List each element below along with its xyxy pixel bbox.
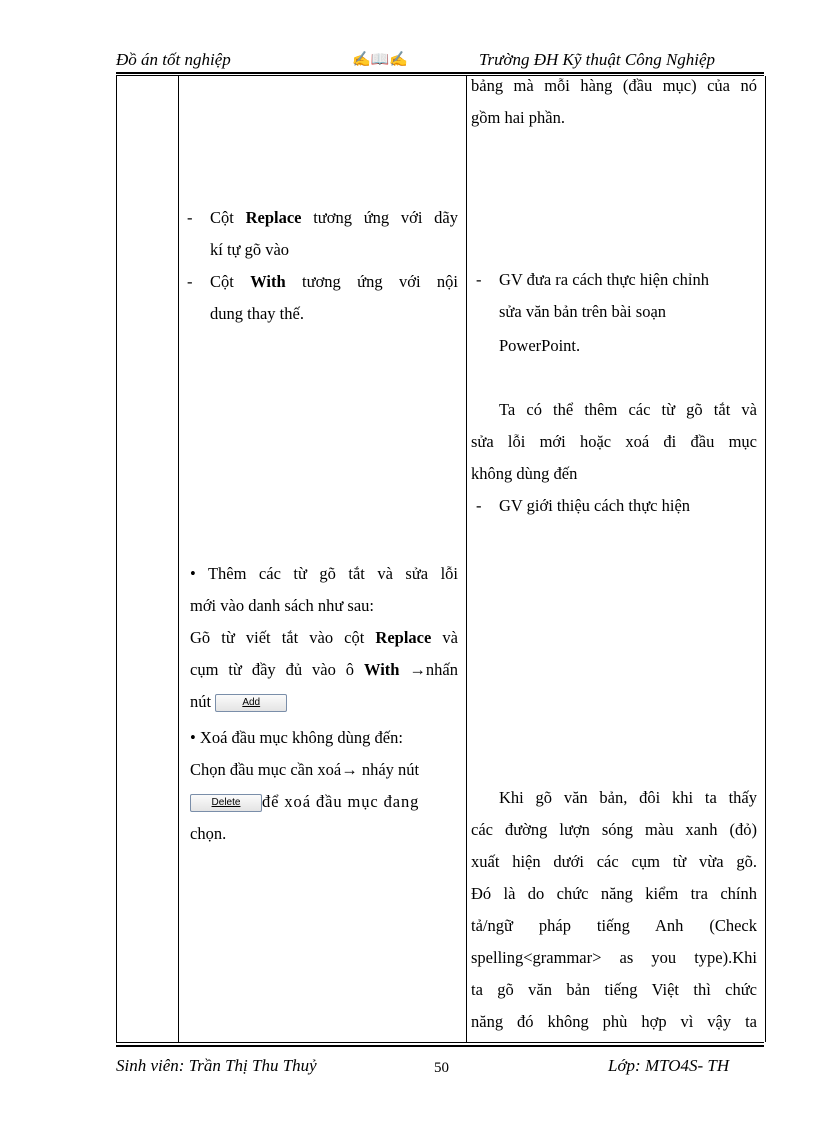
delete-step-line3: Delete để xoá đầu mục đang [190, 786, 458, 818]
autocorrect-para-line3: không dùng đến [471, 464, 578, 483]
footer-class: Lớp: MTO4S- TH [608, 1056, 730, 1075]
bullet-dash: - [187, 208, 193, 227]
delete-step-line2: Chọn đầu mục cần xoá→ nháy nút [190, 760, 420, 779]
gv-edit-line2: sửa văn bản trên bài soạn [499, 302, 667, 321]
spellcheck-line1: Khi gõ văn bản, đôi khi ta thấy [499, 788, 757, 807]
add-button[interactable]: Add [215, 694, 287, 712]
gv-edit-line3: PowerPoint. [499, 336, 581, 355]
item-replace-line2: kí tự gõ vào [210, 240, 290, 259]
header-ornament: ✍📖✍ [352, 52, 409, 68]
item-with-line2: dung thay thế. [210, 304, 304, 323]
delete-step-line4: chọn. [190, 824, 227, 843]
spellcheck-line8: năng đó không phù hợp vì vậy ta [471, 1012, 757, 1031]
autocorrect-para-line2: sửa lỗi mới hoặc xoá đi đầu mục [471, 432, 757, 451]
header-university: Trường ĐH Kỹ thuật Công Nghiệp [479, 50, 716, 69]
autocorrect-para-line1: Ta có thể thêm các từ gõ tắt và [499, 400, 757, 419]
bullet-dash: - [187, 272, 193, 291]
footer-rule [116, 1045, 764, 1047]
page-number: 50 [434, 1060, 449, 1076]
footer-student: Sinh viên: Trần Thị Thu Thuỷ [116, 1056, 317, 1075]
add-step-line4: cụm từ đầy đủ vào ô With →nhấn [190, 660, 458, 679]
intro-line1: bảng mà mỗi hàng (đầu mục) của nó [471, 76, 757, 95]
spellcheck-line3: xuất hiện dưới các cụm từ vừa gõ. [471, 852, 757, 871]
page-footer [116, 1052, 764, 1082]
bullet-dash: - [476, 270, 482, 289]
item-replace-line1: Cột Replace tương ứng với dãy [210, 208, 458, 227]
spellcheck-line4: Đó là do chức năng kiểm tra chính [471, 884, 757, 903]
lesson-table [116, 76, 766, 1042]
spellcheck-line7: ta gõ văn bản tiếng Việt thì chức [471, 980, 757, 999]
column-divider-2 [466, 76, 467, 1042]
delete-step-line1: • Xoá đầu mục không dùng đến: [190, 728, 403, 747]
add-step-line1: • Thêm các từ gõ tắt và sửa lỗi [190, 564, 458, 583]
add-step-line5: nút Add [190, 686, 287, 718]
add-step-line2: mới vào danh sách như sau: [190, 596, 375, 615]
footer-rule-thin [116, 1042, 764, 1043]
column-divider-1 [178, 76, 179, 1042]
page-header [116, 46, 764, 72]
intro-line2: gồm hai phần. [471, 108, 565, 127]
delete-button[interactable]: Delete [190, 794, 262, 812]
header-thesis-title: Đồ án tốt nghiệp [116, 50, 231, 69]
spellcheck-line5: tả/ngữ pháp tiếng Anh (Check [471, 916, 757, 935]
gv-edit-line1: GV đưa ra cách thực hiện chỉnh [499, 270, 710, 289]
add-step-line3: Gõ từ viết tắt vào cột Replace và [190, 628, 458, 647]
gv-intro-line: GV giới thiệu cách thực hiện [499, 496, 691, 515]
item-with-line1: Cột With tương ứng với nội [210, 272, 459, 291]
spellcheck-line2: các đường lượn sóng màu xanh (đỏ) [471, 820, 757, 839]
bullet-dash: - [476, 496, 482, 515]
spellcheck-line6: spelling<grammar> as you type).Khi [471, 948, 757, 967]
